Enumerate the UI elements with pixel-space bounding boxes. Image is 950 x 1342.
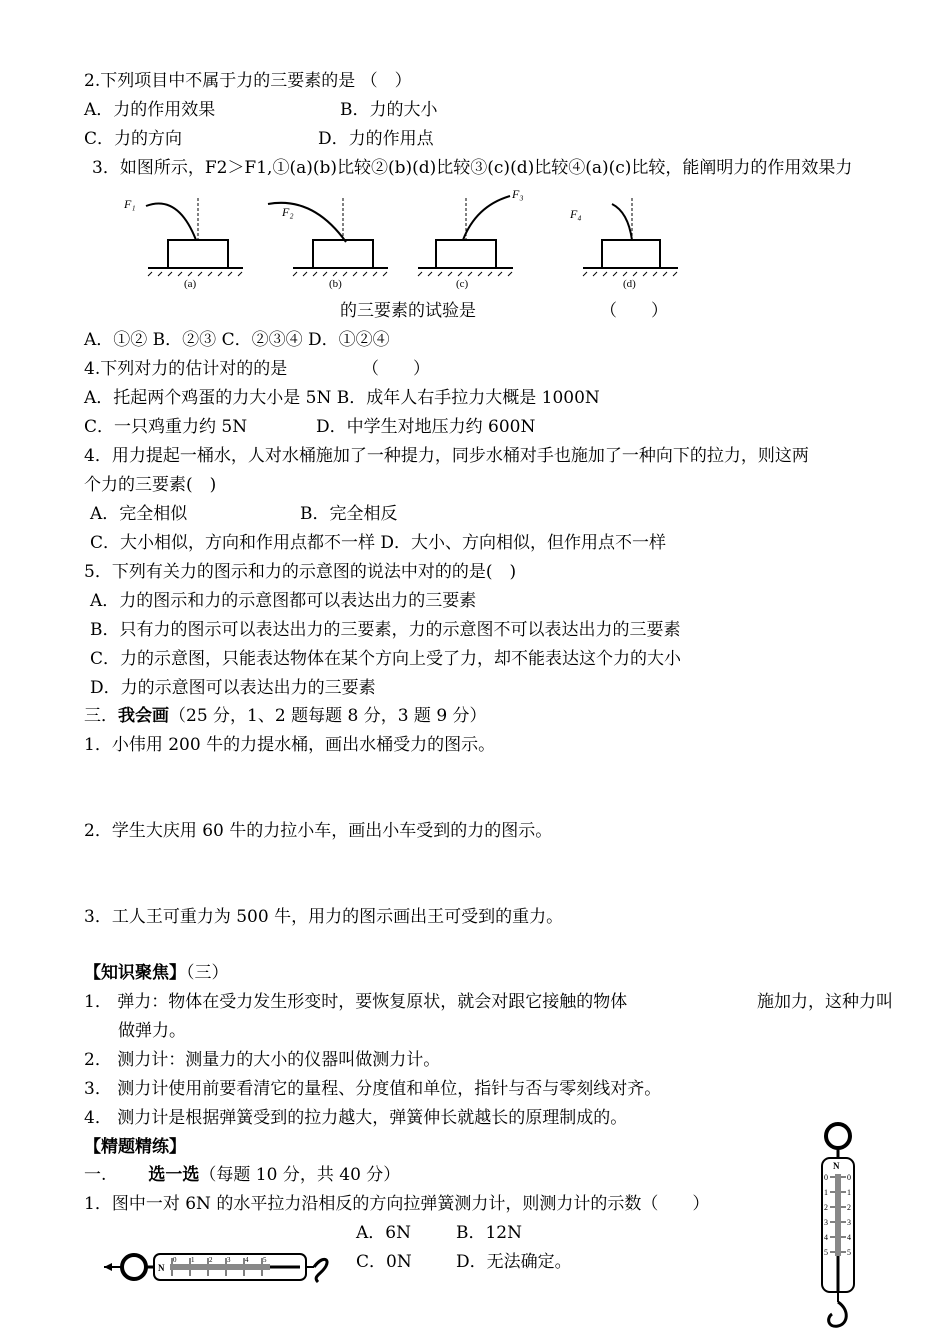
q5-option-d: D．力的示意图可以表达出力的三要素 <box>90 678 376 698</box>
scale-unit-label: N <box>158 1263 165 1273</box>
section3-heading <box>84 705 487 727</box>
vertical-scale-tick-4-right: 4 <box>847 1233 851 1242</box>
knowledge-point-1b: 施加力，这种力叫 <box>757 992 893 1012</box>
vertical-scale-tick-3-right: 3 <box>847 1218 851 1227</box>
vertical-scale-tick-1: 1 <box>824 1188 828 1197</box>
q4b-options-cd: C．大小相似，方向和作用点都不一样 D．大小、方向相似，但作用点不一样 <box>90 533 667 553</box>
q5-option-c: C．力的示意图，只能表达物体在某个方向上受了力，却不能表达这个力的大小 <box>90 649 682 669</box>
vertical-scale-tick-0: 0 <box>824 1173 828 1182</box>
scale-tick-3: 3 <box>227 1256 231 1264</box>
practice-section-score: （每题 10 分，共 40 分） <box>199 1165 401 1185</box>
practice-q1-option-d: D．无法确定。 <box>456 1252 572 1272</box>
q4a-stem: 4.下列对力的估计对的的是 <box>84 359 288 379</box>
q3-stem-tail: 的三要素的试验是 <box>340 301 476 321</box>
q4a-options-ab: A．托起两个鸡蛋的力大小是 5N B．成年人右手拉力大概是 1000N <box>84 388 600 408</box>
scale-tick-1: 1 <box>191 1256 195 1264</box>
panel-label-b: (b) <box>329 278 342 290</box>
q4b-option-a: A．完全相似 <box>90 504 188 524</box>
q4b-stem-line2: 个力的三要素( ) <box>84 475 217 495</box>
q2-option-b: B．力的大小 <box>340 100 438 120</box>
panel-label-a: (a) <box>184 278 197 290</box>
force-effect-figure <box>118 186 688 292</box>
practice-title: 【精题精练】 <box>84 1137 186 1157</box>
q4b-option-b: B．完全相反 <box>300 504 398 524</box>
q3-stem: 3．如图所示，F2＞F1,①(a)(b)比较②(b)(d)比较③(c)(d)比较④(a)(c)比较，能阐明力的作用效果力 <box>92 158 853 178</box>
section3-prefix: 三． <box>84 706 118 726</box>
knowledge-heading <box>84 962 229 984</box>
figure-panel-b <box>268 198 388 290</box>
force-label-f1: F₁ <box>124 197 136 211</box>
q3-answer-paren: （ ） <box>600 301 668 321</box>
practice-section-title: 选一选 <box>148 1165 200 1185</box>
force-label-f3: F₃ <box>512 187 524 201</box>
practice-section-heading <box>84 1164 400 1186</box>
section3-q3: 3．工人王可重力为 500 牛，用力的图示画出王可受到的重力。 <box>84 907 564 927</box>
knowledge-point-1c: 做弹力。 <box>118 1021 186 1041</box>
vertical-scale-tick-4: 4 <box>824 1233 828 1242</box>
vertical-scale-tick-5: 5 <box>824 1248 828 1257</box>
section3-title: 我会画 <box>118 706 169 726</box>
q5-option-a: A．力的图示和力的示意图都可以表达出力的三要素 <box>90 591 477 611</box>
practice-q1-option-c: C．0N <box>356 1252 412 1272</box>
scale-tick-4: 4 <box>245 1256 249 1264</box>
figure-panel-d <box>569 198 678 290</box>
figure-panel-c <box>418 187 524 290</box>
knowledge-point-4: 4． 测力计是根据弹簧受到的拉力越大，弹簧伸长就越长的原理制成的。 <box>84 1108 628 1128</box>
section3-q2: 2．学生大庆用 60 牛的力拉小车，画出小车受到的力的图示。 <box>84 821 553 841</box>
force-label-f4: F₄ <box>570 207 582 221</box>
knowledge-suffix: （三） <box>186 963 229 983</box>
q2-stem: 2.下列项目中不属于力的三要素的是 （ ） <box>84 71 412 91</box>
vertical-scale-unit-label: N <box>833 1161 840 1171</box>
q4a-answer-paren: （ ） <box>362 359 430 379</box>
vertical-scale-tick-3: 3 <box>824 1218 828 1227</box>
horizontal-spring-scale <box>100 1240 332 1290</box>
q5-option-b: B．只有力的图示可以表达出力的三要素，力的示意图不可以表达出力的三要素 <box>90 620 681 640</box>
practice-q1-option-b: B．12N <box>456 1223 522 1243</box>
q2-option-d: D．力的作用点 <box>318 129 434 149</box>
practice-section-number: 一. <box>84 1165 107 1185</box>
vertical-scale-tick-1-right: 1 <box>847 1188 851 1197</box>
vertical-scale-tick-2: 2 <box>824 1203 828 1212</box>
knowledge-point-3: 3． 测力计使用前要看清它的量程、分度值和单位，指针与否与零刻线对齐。 <box>84 1079 662 1099</box>
practice-q1: 1．图中一对 6N 的水平拉力沿相反的方向拉弹簧测力计，则测力计的示数（ ） <box>84 1194 710 1214</box>
panel-label-d: (d) <box>623 278 636 290</box>
panel-label-c: (c) <box>456 278 469 290</box>
scale-tick-0: 0 <box>173 1256 177 1264</box>
scale-tick-5: 5 <box>263 1256 267 1264</box>
knowledge-point-2: 2． 测力计：测量力的大小的仪器叫做测力计。 <box>84 1050 441 1070</box>
knowledge-point-1a: 1． 弹力：物体在受力发生形变时，要恢复原状，就会对跟它接触的物体 <box>84 992 628 1012</box>
q2-option-a: A．力的作用效果 <box>84 100 216 120</box>
figure-panel-a <box>123 197 243 290</box>
q4b-stem-line1: 4．用力提起一桶水，人对水桶施加了一种提力，同步水桶对手也施加了一种向下的拉力，则这两 <box>84 446 809 466</box>
vertical-scale-tick-0-right: 0 <box>847 1173 851 1182</box>
vertical-spring-scale <box>808 1120 868 1338</box>
section3-q1: 1．小伟用 200 牛的力提水桶，画出水桶受力的图示。 <box>84 735 496 755</box>
q3-options: A．①② B．②③ C．②③④ D．①②④ <box>84 330 390 350</box>
vertical-scale-tick-2-right: 2 <box>847 1203 851 1212</box>
section3-score: （25 分，1、2 题每题 8 分，3 题 9 分） <box>169 706 487 726</box>
scale-tick-2: 2 <box>209 1256 213 1264</box>
force-label-f2: F₂ <box>282 205 294 219</box>
q4a-option-d: D．中学生对地压力约 600N <box>316 417 536 437</box>
q2-option-c: C．力的方向 <box>84 129 183 149</box>
knowledge-title: 【知识聚焦】 <box>84 963 186 983</box>
practice-q1-option-a: A．6N <box>356 1223 411 1243</box>
q4a-option-c: C．一只鸡重力约 5N <box>84 417 248 437</box>
q5-stem: 5．下列有关力的图示和力的示意图的说法中对的的是( ) <box>84 562 517 582</box>
vertical-scale-tick-5-right: 5 <box>847 1248 851 1257</box>
